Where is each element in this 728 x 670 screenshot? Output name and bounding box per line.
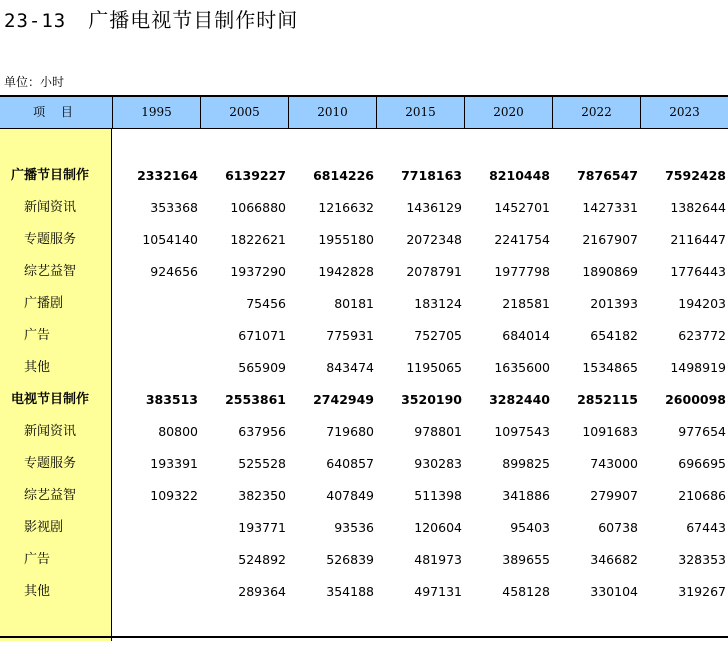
row-label: 其他 [24,360,51,375]
table-cell: 218581 [502,296,550,311]
year-header: 2005 [200,97,288,128]
table-cell: 525528 [238,456,286,471]
table-cell: 775931 [326,328,374,343]
table-cell: 623772 [678,328,726,343]
table-row [0,576,728,608]
table-cell: 2167907 [582,232,638,247]
table-cell: 1382644 [670,200,726,215]
table-row [0,480,728,512]
table-cell: 7718163 [401,168,462,183]
table-cell: 354188 [326,584,374,599]
table-cell: 279907 [590,488,638,503]
table-cell: 1776443 [670,264,726,279]
table-cell: 899825 [502,456,550,471]
year-header: 2010 [288,97,376,128]
table-cell: 526839 [326,552,374,567]
row-label: 广播剧 [24,296,64,311]
table-cell: 1890869 [582,264,638,279]
table-cell: 80800 [158,424,198,439]
table-cell: 1195065 [406,360,462,375]
table-cell: 183124 [414,296,462,311]
table-cell: 2332164 [137,168,198,183]
table-row [0,192,728,224]
table-cell: 6139227 [225,168,286,183]
table-cell: 2116447 [670,232,726,247]
row-label: 综艺益智 [24,264,77,279]
table-cell: 95403 [510,520,550,535]
table-cell: 3282440 [489,392,550,407]
row-label: 广告 [24,552,51,567]
table-cell: 6814226 [313,168,374,183]
table-cell: 497131 [414,584,462,599]
table-cell: 319267 [678,584,726,599]
table-cell: 1066880 [230,200,286,215]
table-cell: 346682 [590,552,638,567]
table-cell: 481973 [414,552,462,567]
table-row [0,352,728,384]
table-cell: 743000 [590,456,638,471]
table-cell: 843474 [326,360,374,375]
row-label: 影视剧 [24,520,64,535]
table-cell: 330104 [590,584,638,599]
table-cell: 1822621 [230,232,286,247]
table-cell: 2742949 [313,392,374,407]
table-row [0,224,728,256]
table-cell: 193391 [150,456,198,471]
table-cell: 80181 [334,296,374,311]
table-cell: 1091683 [582,424,638,439]
year-header: 2020 [464,97,552,128]
table-cell [112,288,198,320]
bottom-rule [0,636,728,638]
unit-label: 单位：小时 [4,75,65,89]
table-row [0,288,728,320]
table-title: 广播电视节目制作时间 [88,8,299,32]
table-cell: 210686 [678,488,726,503]
table-cell: 511398 [414,488,462,503]
table-cell: 7592428 [665,168,726,183]
table-row [0,512,728,544]
table-cell: 1498919 [670,360,726,375]
table-body [0,129,728,641]
data-table [0,95,728,641]
table-cell: 2241754 [494,232,550,247]
table-cell [112,352,198,384]
table-cell: 383513 [145,392,198,407]
row-label: 电视节目制作 [11,392,90,407]
table-cell: 75456 [246,296,286,311]
stub-header: 项 目 [33,105,79,119]
table-cell: 341886 [502,488,550,503]
table-cell: 1436129 [406,200,462,215]
table-cell: 328353 [678,552,726,567]
table-cell [112,576,198,608]
table-cell: 1942828 [318,264,374,279]
table-cell: 640857 [326,456,374,471]
row-label: 新闻资讯 [24,424,77,439]
table-cell: 1937290 [230,264,286,279]
row-label: 其他 [24,584,51,599]
table-cell: 67443 [686,520,726,535]
table-cell: 193771 [238,520,286,535]
table-cell: 458128 [502,584,550,599]
table-cell: 60738 [598,520,638,535]
row-label: 综艺益智 [24,488,77,503]
table-cell: 2600098 [665,392,726,407]
table-cell: 1452701 [494,200,550,215]
year-header: 1995 [112,97,200,128]
table-cell: 978801 [414,424,462,439]
table-cell: 3520190 [401,392,462,407]
table-cell: 719680 [326,424,374,439]
row-label: 广播节目制作 [11,168,90,183]
table-cell: 2553861 [225,392,286,407]
year-header: 2015 [376,97,464,128]
table-cell [112,512,198,544]
table-cell: 7876547 [577,168,638,183]
table-cell: 671071 [238,328,286,343]
table-cell: 2072348 [406,232,462,247]
row-label: 广告 [24,328,51,343]
table-cell: 684014 [502,328,550,343]
year-header: 2023 [640,97,728,128]
table-cell: 109322 [150,488,198,503]
year-header: 2022 [552,97,640,128]
table-cell: 752705 [414,328,462,343]
table-number: 23-13 [4,10,67,32]
table-header [0,95,728,129]
table-cell: 1955180 [318,232,374,247]
table-row [0,320,728,352]
table-cell [112,544,198,576]
table-cell: 977654 [678,424,726,439]
table-cell: 289364 [238,584,286,599]
table-cell: 407849 [326,488,374,503]
table-cell: 382350 [238,488,286,503]
table-row [0,256,728,288]
table-cell: 924656 [150,264,198,279]
table-cell: 1635600 [494,360,550,375]
table-cell: 1427331 [582,200,638,215]
table-cell: 1097543 [494,424,550,439]
table-cell: 120604 [414,520,462,535]
table-row [0,416,728,448]
table-cell: 194203 [678,296,726,311]
table-cell: 201393 [590,296,638,311]
row-label: 专题服务 [24,456,77,471]
table-row [0,160,728,192]
page-title [4,4,298,33]
table-cell: 93536 [334,520,374,535]
table-row [0,384,728,416]
table-cell: 637956 [238,424,286,439]
table-cell: 565909 [238,360,286,375]
table-row [0,448,728,480]
row-label: 专题服务 [24,232,77,247]
table-cell: 353368 [150,200,198,215]
table-cell: 654182 [590,328,638,343]
table-cell: 389655 [502,552,550,567]
table-cell: 1977798 [494,264,550,279]
table-row [0,544,728,576]
table-cell: 8210448 [489,168,550,183]
table-cell: 1534865 [582,360,638,375]
table-cell [112,320,198,352]
table-cell: 2078791 [406,264,462,279]
table-cell: 2852115 [577,392,638,407]
table-cell: 1216632 [318,200,374,215]
table-cell: 696695 [678,456,726,471]
table-cell: 1054140 [142,232,198,247]
table-cell: 524892 [238,552,286,567]
table-cell: 930283 [414,456,462,471]
row-label: 新闻资讯 [24,200,77,215]
